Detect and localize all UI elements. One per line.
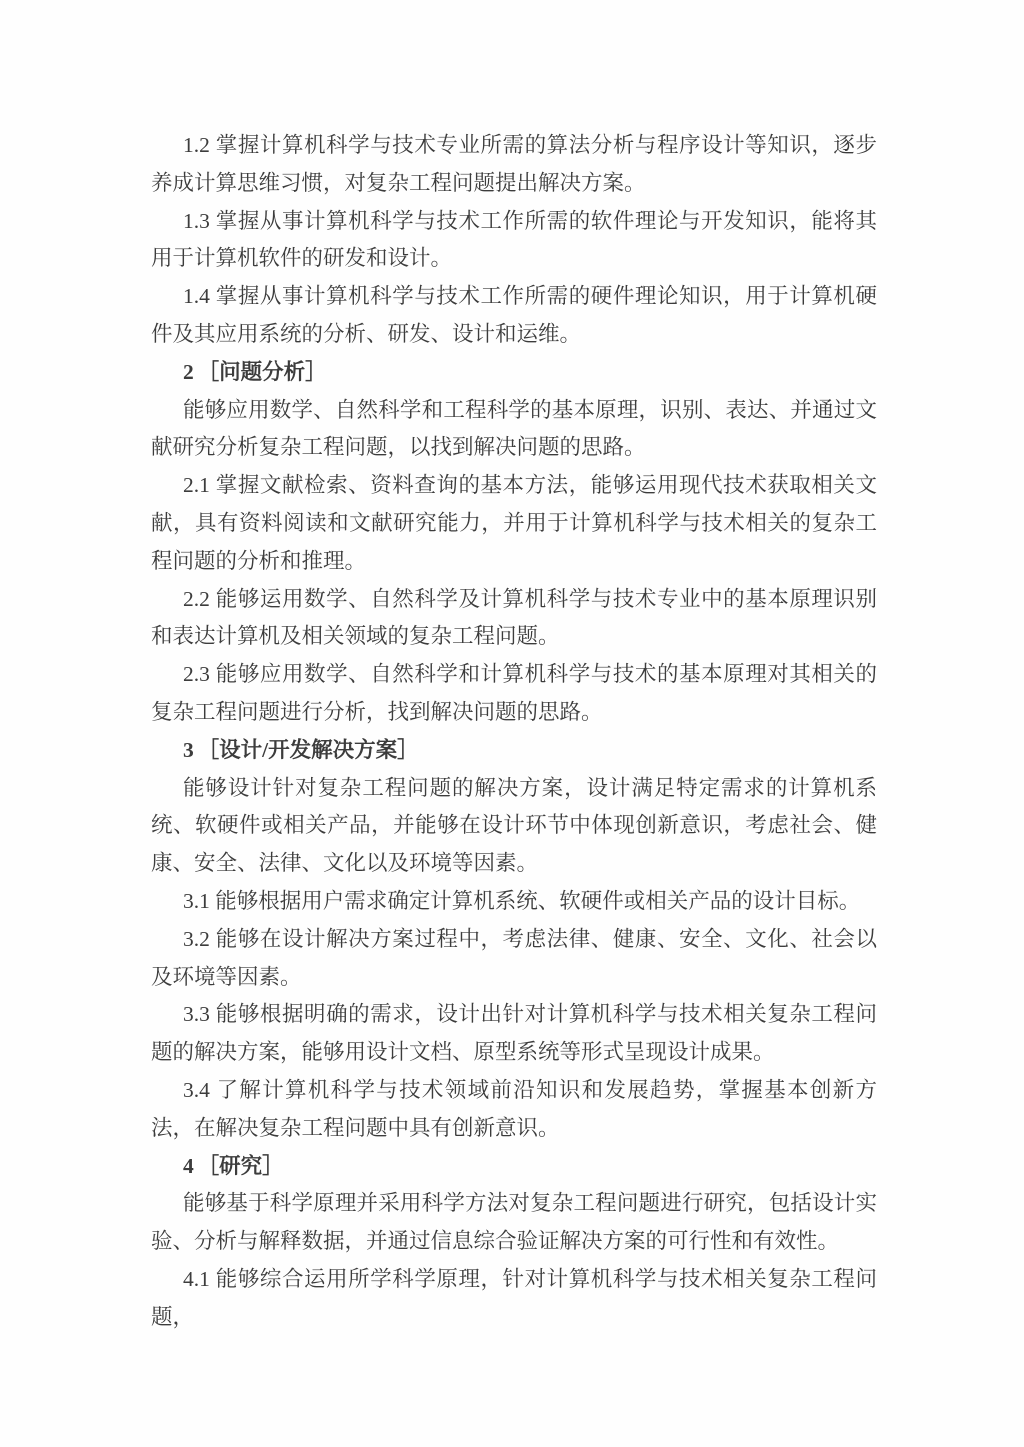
document-body (151, 127, 877, 1337)
paragraph-2-2: 2.2 能够运用数学、自然科学及计算机科学与技术专业中的基本原理识别和表达计算机及相关领域的复杂工程问题。 (151, 586, 877, 649)
paragraph-2-3: 2.3 能够应用数学、自然科学和计算机科学与技术的基本原理对其相关的复杂工程问题进行分析，找到解决问题的思路。 (151, 662, 877, 724)
paragraph-1-4: 1.4 掌握从事计算机科学与技术工作所需的硬件理论知识，用于计算机硬件及其应用系统的分析、研发、设计和运维。 (151, 284, 877, 346)
section-title: ［设计/开发解决方案］ (197, 737, 419, 762)
section-heading-3 (151, 732, 877, 770)
paragraph-4-1: 4.1 能够综合运用所学科学原理，针对计算机科学与技术相关复杂工程问题， (151, 1266, 877, 1329)
paragraph-3-3: 3.3 能够根据明确的需求，设计出针对计算机科学与技术相关复杂工程问题的解决方案，能够用设计文档、原型系统等形式呈现设计成果。 (151, 1002, 877, 1065)
section-intro-3: 能够设计针对复杂工程问题的解决方案，设计满足特定需求的计算机系统、软硬件或相关产品，并能够在设计环节中体现创新意识，考虑社会、健康、安全、法律、文化以及环境等因素。 (151, 775, 877, 876)
section-number: 3 (183, 737, 194, 762)
section-heading-2 (151, 354, 877, 392)
paragraph-3-4: 3.4 了解计算机科学与技术领域前沿知识和发展趋势，掌握基本创新方法，在解决复杂工程问题中具有创新意识。 (151, 1077, 877, 1140)
paragraph-3-2: 3.2 能够在设计解决方案过程中，考虑法律、健康、安全、文化、社会以及环境等因素。 (151, 926, 877, 989)
section-heading-4 (151, 1148, 877, 1186)
section-intro-2: 能够应用数学、自然科学和工程科学的基本原理，识别、表达、并通过文献研究分析复杂工程问题，以找到解决问题的思路。 (151, 397, 877, 460)
section-number: 4 (183, 1153, 194, 1178)
section-number: 2 (183, 359, 194, 384)
paragraph-1-2: 1.2 掌握计算机科学与技术专业所需的算法分析与程序设计等知识，逐步养成计算思维习惯，对复杂工程问题提出解决方案。 (151, 133, 877, 195)
section-title: ［研究］ (197, 1153, 284, 1178)
paragraph-1-3: 1.3 掌握从事计算机科学与技术工作所需的软件理论与开发知识，能将其用于计算机软件的研发和设计。 (151, 208, 877, 271)
paragraph-2-1: 2.1 掌握文献检索、资料查询的基本方法，能够运用现代技术获取相关文献，具有资料阅读和文献研究能力，并用于计算机科学与技术相关的复杂工程问题的分析和推理。 (151, 473, 877, 573)
section-intro-4: 能够基于科学原理并采用科学方法对复杂工程问题进行研究，包括设计实验、分析与解释数据，并通过信息综合验证解决方案的可行性和有效性。 (151, 1191, 877, 1254)
section-title: ［问题分析］ (197, 359, 327, 384)
paragraph-3-1: 3.1 能够根据用户需求确定计算机系统、软硬件或相关产品的设计目标。 (183, 888, 861, 913)
